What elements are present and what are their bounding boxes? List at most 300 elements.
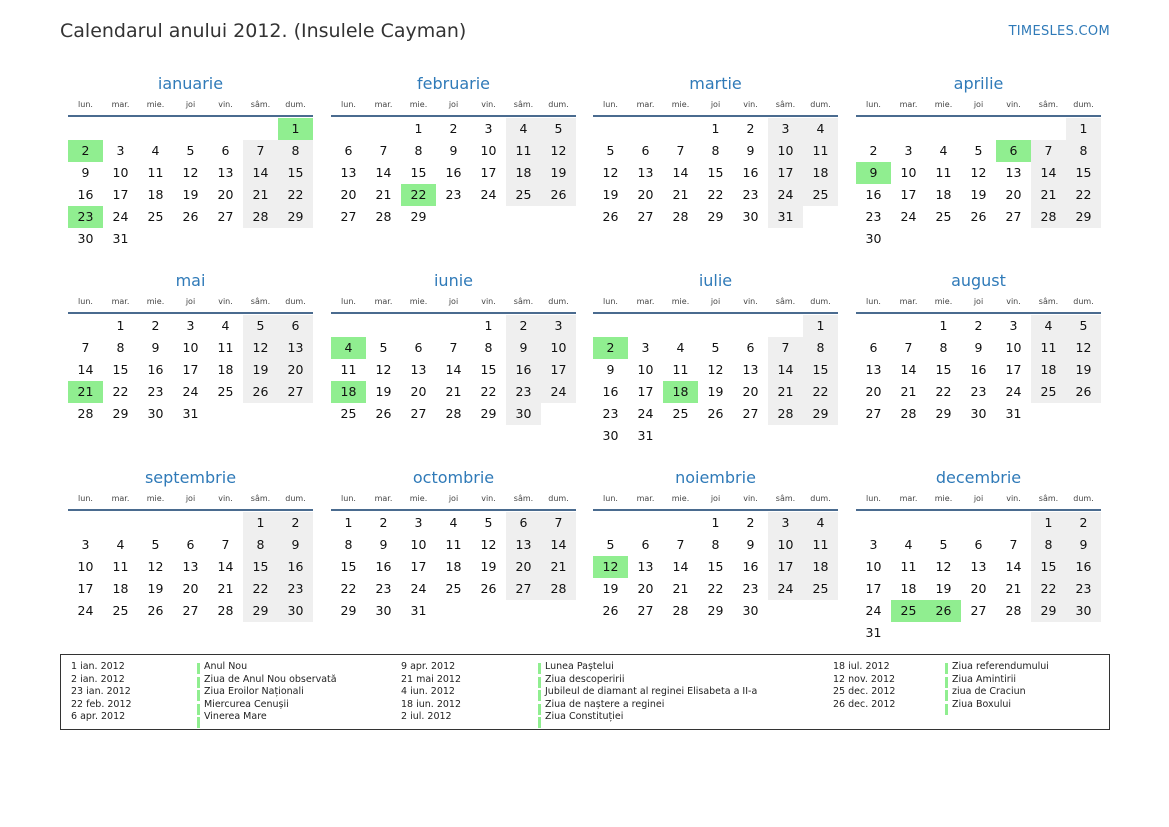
month-septembrie: [68, 468, 313, 622]
day-cell: 21: [68, 381, 103, 403]
weekday-header: [68, 95, 313, 115]
day-cell: 21: [1031, 184, 1066, 206]
weekday-label: dum.: [1073, 494, 1094, 503]
day-cell: 5: [379, 340, 388, 355]
weekday-label: sâm.: [250, 494, 271, 503]
holiday-legend: [60, 654, 1110, 730]
week-row: [593, 162, 838, 184]
day-cell: 24: [768, 578, 803, 600]
day-cell: 20: [637, 581, 654, 596]
day-cell: 18: [445, 559, 462, 574]
day-cell: 15: [707, 165, 724, 180]
day-cell: 3: [484, 121, 493, 136]
empty-cell: [243, 118, 278, 140]
empty-cell: [961, 228, 996, 250]
weekday-label: dum.: [1073, 100, 1094, 109]
day-cell: 2: [1066, 512, 1101, 534]
week-row: [68, 359, 313, 381]
day-cell: 9: [81, 165, 90, 180]
empty-cell: [1031, 403, 1066, 425]
day-cell: 20: [340, 187, 357, 202]
empty-cell: [173, 228, 208, 250]
month-title: octombrie: [412, 468, 495, 487]
day-cell: 27: [1005, 209, 1022, 224]
day-cell: 8: [1031, 534, 1066, 556]
day-cell: 4: [803, 118, 838, 140]
day-cell: 17: [768, 162, 803, 184]
day-cell: 21: [375, 187, 392, 202]
empty-cell: [593, 512, 628, 534]
weekday-label: joi: [973, 100, 984, 109]
weekday-header: [856, 292, 1101, 312]
week-row: [331, 600, 576, 622]
legend-marker: [945, 690, 948, 703]
day-cell: 19: [935, 581, 952, 596]
week-row: [331, 118, 576, 140]
legend-holiday-name: Ziua de naștere a reginei: [545, 698, 665, 710]
day-cell: 11: [506, 140, 541, 162]
empty-cell: [768, 425, 803, 447]
legend-markers-col-2: [538, 662, 541, 730]
empty-cell: [506, 206, 541, 228]
legend-names-col-3: [952, 661, 1049, 711]
week-row: [68, 228, 313, 250]
day-cell: 26: [970, 209, 987, 224]
day-cell: 29: [340, 603, 357, 618]
weekday-label: mie.: [671, 297, 690, 306]
month-decembrie: [856, 468, 1101, 644]
day-cell: 30: [970, 406, 987, 421]
day-cell: 25: [217, 384, 234, 399]
day-cell: 12: [541, 140, 576, 162]
weekday-header: [331, 489, 576, 509]
weekday-label: sâm.: [1038, 297, 1059, 306]
day-cell: 9: [151, 340, 160, 355]
day-cell: 4: [331, 337, 366, 359]
day-cell: 29: [803, 403, 838, 425]
week-row: [856, 228, 1101, 250]
weekday-label: mie.: [146, 494, 165, 503]
day-cell: 15: [340, 559, 357, 574]
day-cell: 6: [996, 140, 1031, 162]
empty-cell: [506, 600, 541, 622]
day-cell: 12: [935, 559, 952, 574]
weekday-label: mar.: [636, 494, 655, 503]
day-cell: 22: [1066, 184, 1101, 206]
empty-cell: [278, 403, 313, 425]
day-cell: 4: [676, 340, 685, 355]
day-cell: 15: [410, 165, 427, 180]
day-cell: 1: [484, 318, 493, 333]
empty-cell: [733, 315, 768, 337]
day-cell: 1: [1066, 118, 1101, 140]
month-title: iunie: [433, 271, 473, 290]
day-cell: 15: [243, 556, 278, 578]
day-cell: 28: [672, 209, 689, 224]
day-cell: 30: [742, 209, 759, 224]
day-cell: 9: [746, 143, 755, 158]
day-cell: 20: [278, 359, 313, 381]
weekday-label: dum.: [285, 100, 306, 109]
weekday-label: vin.: [743, 297, 758, 306]
day-cell: 11: [340, 362, 357, 377]
day-cell: 22: [112, 384, 129, 399]
weekday-label: sâm.: [1038, 494, 1059, 503]
legend-holiday-name: ziua de Craciun: [952, 686, 1026, 697]
day-cell: 16: [506, 359, 541, 381]
week-row: [68, 140, 313, 162]
day-cell: 8: [116, 340, 125, 355]
legend-holiday-name: Ziua Eroilor Naționali: [204, 686, 304, 697]
day-cell: 5: [711, 340, 720, 355]
week-row: [593, 556, 838, 578]
weekday-label: vin.: [1006, 494, 1021, 503]
week-row: [593, 359, 838, 381]
day-cell: 5: [939, 537, 948, 552]
empty-cell: [278, 228, 313, 250]
weekday-label: vin.: [743, 100, 758, 109]
day-cell: 11: [803, 534, 838, 556]
week-row: [68, 534, 313, 556]
brand-link[interactable]: TIMESLES.COM: [1008, 24, 1110, 39]
weekday-label: sâm.: [1038, 100, 1059, 109]
day-cell: 8: [1066, 140, 1101, 162]
empty-cell: [1031, 118, 1066, 140]
day-cell: 16: [77, 187, 94, 202]
day-cell: 14: [900, 362, 917, 377]
day-cell: 10: [865, 559, 882, 574]
day-cell: 22: [707, 187, 724, 202]
day-cell: 5: [243, 315, 278, 337]
weekday-label: vin.: [481, 494, 496, 503]
day-cell: 28: [541, 578, 576, 600]
day-cell: 30: [1066, 600, 1101, 622]
empty-cell: [1066, 228, 1101, 250]
week-row: [856, 206, 1101, 228]
day-cell: 19: [707, 384, 724, 399]
empty-cell: [926, 622, 961, 644]
empty-cell: [663, 118, 698, 140]
day-cell: 24: [480, 187, 497, 202]
legend-marker: [538, 704, 541, 717]
day-cell: 17: [480, 165, 497, 180]
day-cell: 1: [803, 315, 838, 337]
empty-cell: [628, 315, 663, 337]
empty-cell: [436, 315, 471, 337]
day-cell: 23: [375, 581, 392, 596]
weekday-label: vin.: [481, 100, 496, 109]
legend-date: 21 mai 2012: [401, 673, 462, 685]
day-cell: 24: [410, 581, 427, 596]
day-cell: 26: [480, 581, 497, 596]
week-row: [331, 534, 576, 556]
day-cell: 11: [445, 537, 462, 552]
day-cell: 22: [480, 384, 497, 399]
day-cell: 24: [637, 406, 654, 421]
day-cell: 29: [480, 406, 497, 421]
day-cell: 2: [746, 515, 755, 530]
month-title: septembrie: [144, 468, 237, 487]
day-cell: 6: [746, 340, 755, 355]
day-cell: 26: [602, 603, 619, 618]
day-cell: 26: [147, 603, 164, 618]
weekday-label: lun.: [603, 494, 618, 503]
legend-holiday-name: Lunea Paștelui: [545, 661, 614, 672]
week-row: [68, 118, 313, 140]
day-cell: 24: [112, 209, 129, 224]
empty-cell: [698, 425, 733, 447]
week-row: [331, 140, 576, 162]
week-row: [331, 162, 576, 184]
day-cell: 13: [182, 559, 199, 574]
day-cell: 10: [541, 337, 576, 359]
empty-cell: [856, 315, 891, 337]
empty-cell: [698, 315, 733, 337]
empty-cell: [541, 600, 576, 622]
day-cell: 14: [243, 162, 278, 184]
day-cell: 15: [112, 362, 129, 377]
day-cell: 26: [1066, 381, 1101, 403]
day-cell: 30: [77, 231, 94, 246]
empty-cell: [436, 600, 471, 622]
weekday-label: mar.: [111, 100, 130, 109]
legend-markers-col-3: [945, 662, 948, 716]
empty-cell: [891, 118, 926, 140]
day-cell: 27: [410, 406, 427, 421]
day-cell: 2: [151, 318, 160, 333]
day-cell: 1: [414, 121, 423, 136]
week-row: [68, 556, 313, 578]
month-title: mai: [175, 271, 206, 290]
empty-cell: [768, 600, 803, 622]
empty-cell: [996, 228, 1031, 250]
day-cell: 14: [768, 359, 803, 381]
day-cell: 28: [375, 209, 392, 224]
month-mai: [68, 271, 313, 425]
day-cell: 3: [1009, 318, 1018, 333]
day-cell: 29: [1031, 600, 1066, 622]
day-cell: 25: [445, 581, 462, 596]
day-cell: 18: [506, 162, 541, 184]
empty-cell: [891, 228, 926, 250]
day-cell: 20: [410, 384, 427, 399]
day-cell: 4: [221, 318, 230, 333]
legend-date: 12 nov. 2012: [833, 673, 896, 685]
day-cell: 12: [707, 362, 724, 377]
day-cell: 22: [278, 184, 313, 206]
day-cell: 1: [278, 118, 313, 140]
month-iunie: [331, 271, 576, 425]
legend-names-col-2: [545, 661, 757, 724]
empty-cell: [208, 512, 243, 534]
day-cell: 18: [803, 556, 838, 578]
week-row: [68, 315, 313, 337]
legend-dates-col-1: [71, 661, 132, 724]
week-row: [68, 403, 313, 425]
weekday-header: [331, 95, 576, 115]
day-cell: 21: [768, 381, 803, 403]
day-cell: 1: [116, 318, 125, 333]
day-cell: 12: [182, 165, 199, 180]
day-cell: 18: [331, 381, 366, 403]
day-cell: 12: [375, 362, 392, 377]
day-cell: 20: [506, 556, 541, 578]
empty-cell: [208, 403, 243, 425]
weekday-label: joi: [185, 297, 196, 306]
day-cell: 29: [935, 406, 952, 421]
week-row: [593, 578, 838, 600]
legend-date: 18 iul. 2012: [833, 661, 890, 672]
legend-holiday-name: Ziua Boxului: [952, 698, 1011, 710]
week-row: [593, 206, 838, 228]
month-octombrie: [331, 468, 576, 622]
week-row: [331, 359, 576, 381]
day-cell: 17: [768, 556, 803, 578]
week-row: [856, 534, 1101, 556]
day-cell: 27: [970, 603, 987, 618]
day-cell: 6: [869, 340, 878, 355]
week-row: [856, 578, 1101, 600]
day-cell: 25: [672, 406, 689, 421]
month-martie: [593, 74, 838, 228]
weekday-header: [856, 489, 1101, 509]
weekday-label: mar.: [636, 100, 655, 109]
day-cell: 21: [243, 184, 278, 206]
legend-marker: [945, 677, 948, 690]
empty-cell: [961, 512, 996, 534]
day-cell: 18: [900, 581, 917, 596]
day-cell: 7: [541, 512, 576, 534]
day-cell: 21: [672, 187, 689, 202]
legend-holiday-name: Miercurea Cenușii: [204, 698, 289, 710]
weekday-label: mie.: [934, 297, 953, 306]
day-cell: 9: [449, 143, 458, 158]
header-divider: [593, 509, 838, 511]
day-cell: 2: [506, 315, 541, 337]
weekday-header: [331, 292, 576, 312]
empty-cell: [366, 118, 401, 140]
day-cell: 10: [768, 534, 803, 556]
weekday-header: [593, 95, 838, 115]
legend-marker: [197, 677, 200, 690]
day-cell: 17: [865, 581, 882, 596]
day-cell: 3: [768, 512, 803, 534]
day-cell: 29: [243, 600, 278, 622]
weekday-label: joi: [710, 297, 721, 306]
day-cell: 28: [1005, 603, 1022, 618]
week-row: [331, 556, 576, 578]
day-cell: 7: [243, 140, 278, 162]
header-divider: [593, 115, 838, 117]
day-cell: 14: [672, 165, 689, 180]
weekday-label: dum.: [285, 297, 306, 306]
day-cell: 28: [77, 406, 94, 421]
empty-cell: [663, 425, 698, 447]
weekday-label: dum.: [810, 100, 831, 109]
header-divider: [856, 115, 1101, 117]
day-cell: 22: [803, 381, 838, 403]
day-cell: 1: [711, 515, 720, 530]
day-cell: 8: [711, 537, 720, 552]
day-cell: 31: [768, 206, 803, 228]
weekday-label: lun.: [866, 100, 881, 109]
legend-date: 26 dec. 2012: [833, 698, 896, 710]
day-cell: 24: [1005, 384, 1022, 399]
day-cell: 27: [742, 406, 759, 421]
day-cell: 28: [768, 403, 803, 425]
weekday-label: joi: [185, 100, 196, 109]
day-cell: 21: [672, 581, 689, 596]
legend-date: 22 feb. 2012: [71, 698, 132, 710]
day-cell: 18: [1031, 359, 1066, 381]
weekday-label: joi: [448, 297, 459, 306]
day-cell: 9: [1066, 534, 1101, 556]
legend-holiday-name: Vinerea Mare: [204, 711, 267, 722]
day-cell: 6: [974, 537, 983, 552]
day-cell: 20: [865, 384, 882, 399]
weekday-label: vin.: [218, 297, 233, 306]
day-cell: 29: [112, 406, 129, 421]
day-cell: 25: [803, 184, 838, 206]
week-row: [68, 337, 313, 359]
week-row: [856, 162, 1101, 184]
day-cell: 14: [77, 362, 94, 377]
week-row: [593, 337, 838, 359]
header-divider: [68, 509, 313, 511]
day-cell: 30: [742, 603, 759, 618]
day-cell: 4: [449, 515, 458, 530]
day-cell: 13: [506, 534, 541, 556]
day-cell: 21: [217, 581, 234, 596]
weekday-label: mie.: [671, 100, 690, 109]
empty-cell: [768, 315, 803, 337]
weekday-label: mar.: [111, 297, 130, 306]
day-cell: 18: [935, 187, 952, 202]
day-cell: 16: [970, 362, 987, 377]
weekday-label: lun.: [603, 297, 618, 306]
day-cell: 25: [1031, 381, 1066, 403]
day-cell: 21: [1005, 581, 1022, 596]
day-cell: 11: [935, 165, 952, 180]
day-cell: 19: [602, 581, 619, 596]
day-cell: 29: [410, 209, 427, 224]
day-cell: 10: [480, 143, 497, 158]
weekday-label: sâm.: [513, 494, 534, 503]
weekday-label: dum.: [548, 100, 569, 109]
weekday-label: lun.: [866, 297, 881, 306]
header-divider: [856, 312, 1101, 314]
empty-cell: [593, 118, 628, 140]
empty-cell: [68, 512, 103, 534]
week-row: [856, 118, 1101, 140]
day-cell: 16: [375, 559, 392, 574]
legend-date: 23 ian. 2012: [71, 686, 131, 697]
day-cell: 30: [375, 603, 392, 618]
empty-cell: [733, 425, 768, 447]
day-cell: 15: [803, 359, 838, 381]
day-cell: 23: [68, 206, 103, 228]
weekday-header: [593, 292, 838, 312]
day-cell: 3: [904, 143, 913, 158]
empty-cell: [961, 622, 996, 644]
weekday-label: sâm.: [250, 297, 271, 306]
day-cell: 28: [217, 603, 234, 618]
empty-cell: [138, 512, 173, 534]
day-cell: 26: [375, 406, 392, 421]
legend-marker: [197, 704, 200, 717]
empty-cell: [856, 512, 891, 534]
day-cell: 7: [904, 340, 913, 355]
